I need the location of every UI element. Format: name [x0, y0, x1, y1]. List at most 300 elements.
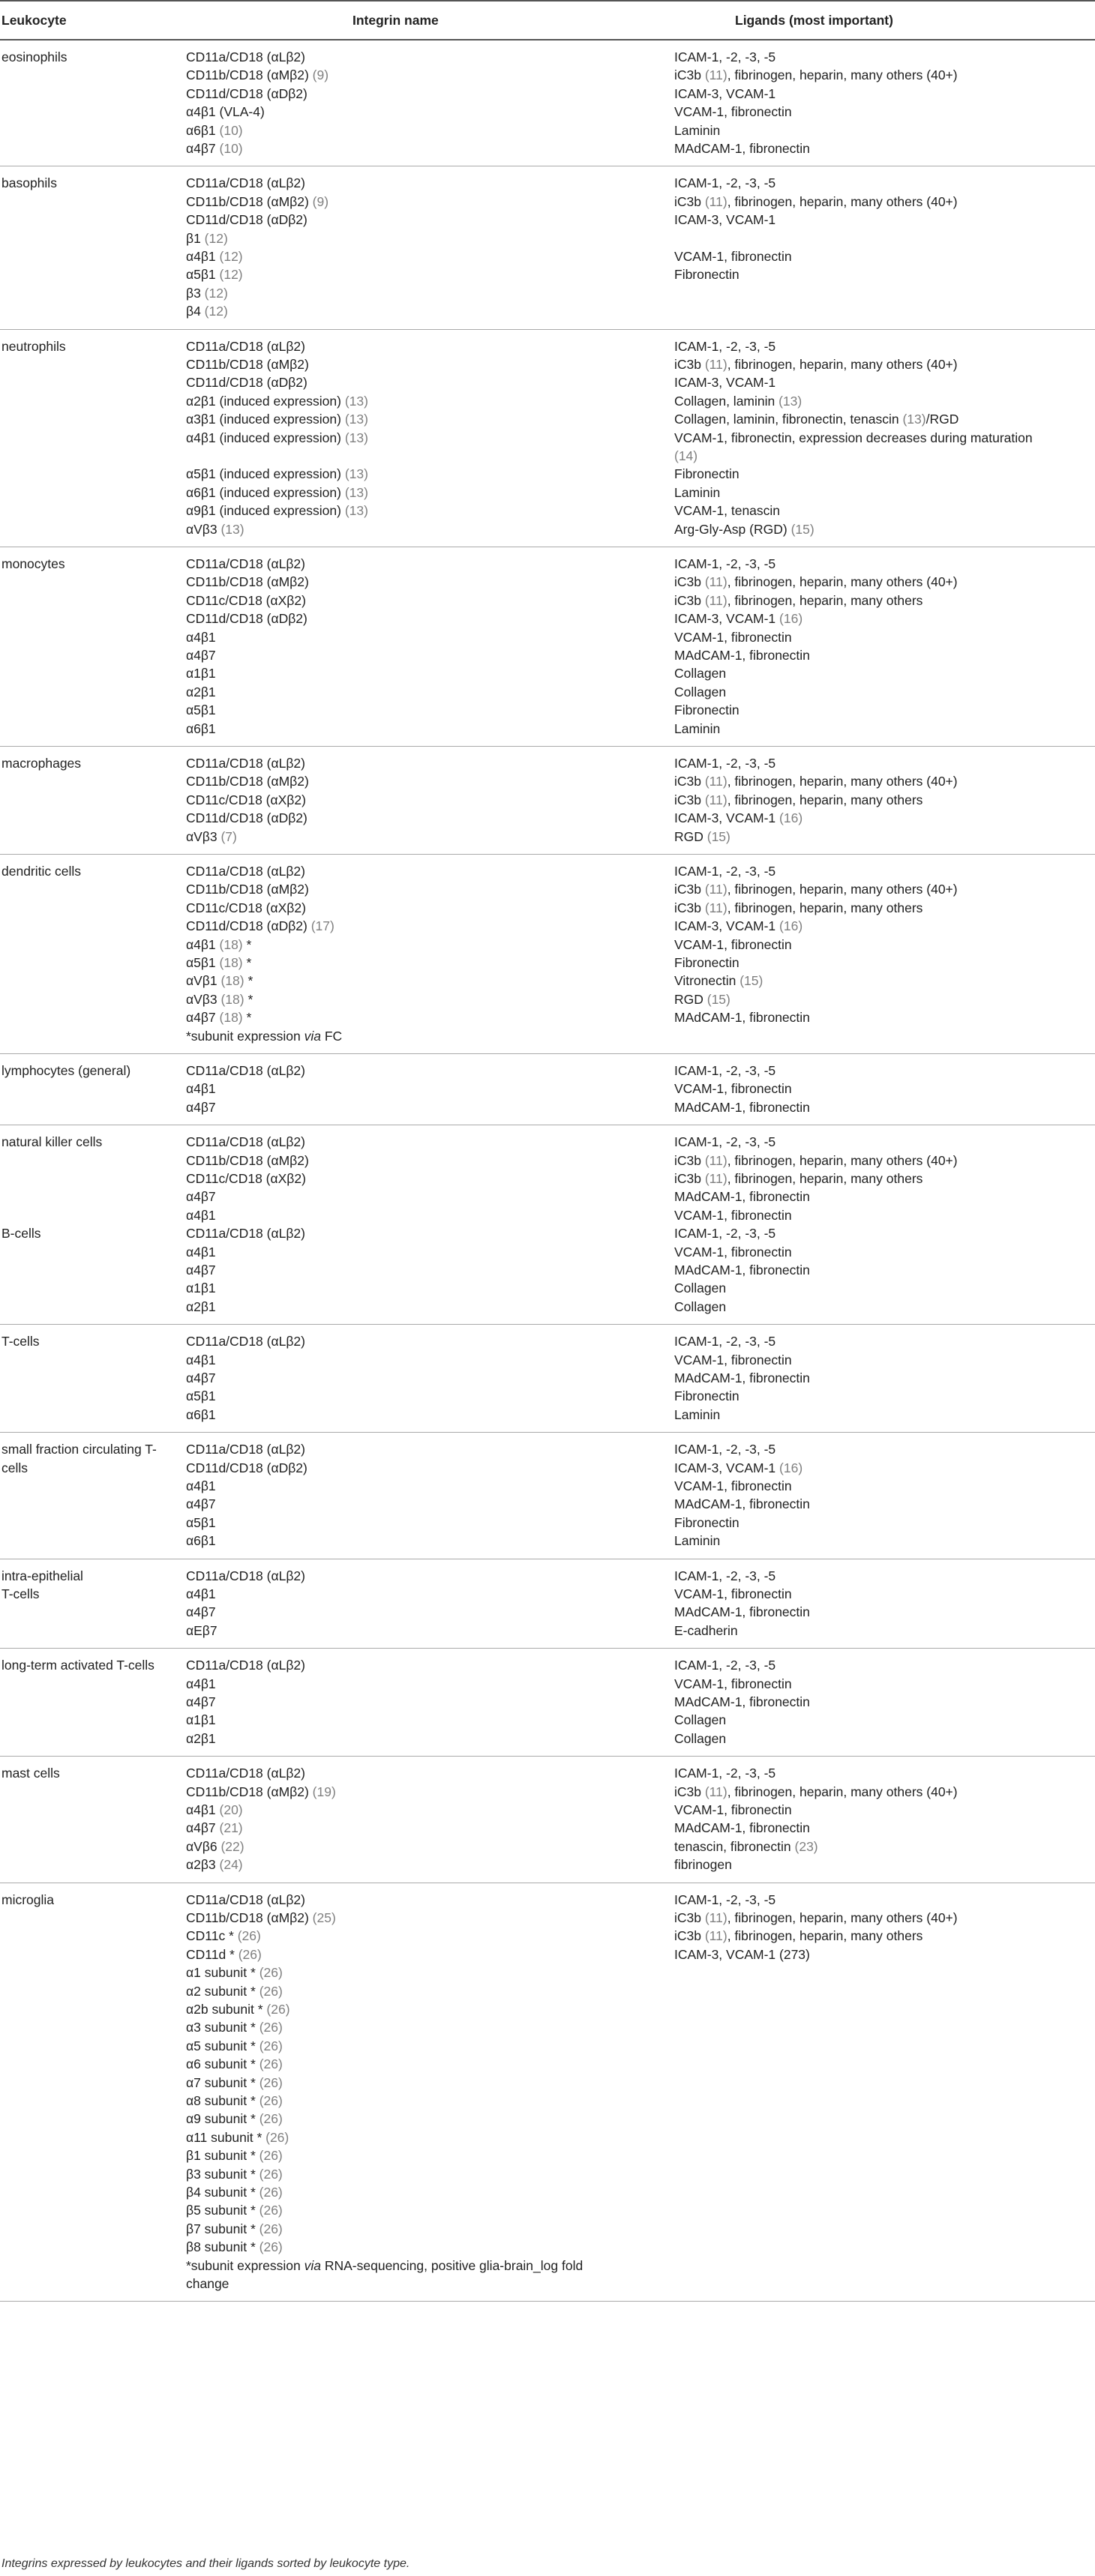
ligand-cell: Laminin — [674, 720, 721, 736]
integrin-cell: CD11b/CD18 (αMβ2) (9) — [186, 193, 329, 209]
leukocyte-cell: dendritic cells — [2, 864, 82, 879]
ligand-cell: Collagen, laminin, fibronectin, tenascin (13)/RGD — [674, 412, 959, 427]
integrin-cell: α9β1 (induced expression) (13) — [186, 503, 368, 519]
ligand-cell: VCAM-1, fibronectin — [674, 1586, 792, 1601]
leukocyte-cell: cells — [2, 1460, 28, 1475]
ligand-cell: MAdCAM-1, fibronectin — [674, 1189, 810, 1205]
citation-ref: (16) — [779, 1460, 803, 1475]
integrin-cell: α3 subunit * (26) — [186, 2020, 283, 2035]
integrin-cell: α4β7 — [186, 1604, 216, 1620]
citation-ref: (26) — [259, 2074, 283, 2090]
citation-ref: (11) — [704, 774, 728, 789]
citation-ref: (11) — [704, 592, 728, 608]
citation-ref: (11) — [704, 574, 728, 590]
integrin-cell: CD11a/CD18 (αLβ2) — [186, 556, 305, 571]
ligand-cell: ICAM-3, VCAM-1 — [674, 212, 776, 228]
integrin-cell: α4β1 (VLA-4) — [186, 104, 265, 120]
integrin-cell: CD11a/CD18 (αLβ2) — [186, 49, 305, 64]
ligand-cell: iC3b (11), fibrinogen, heparin, many others — [674, 900, 923, 915]
ligand-cell: iC3b (11), fibrinogen, heparin, many others — [674, 792, 923, 807]
ligand-cell: VCAM-1, fibronectin — [674, 629, 792, 645]
ligand-cell: iC3b (11), fibrinogen, heparin, many others — [674, 1170, 923, 1186]
integrin-cell: α6β1 (induced expression) (13) — [186, 484, 368, 500]
ligand-cell: Collagen, laminin (13) — [674, 393, 802, 409]
leukocyte-cell: microglia — [2, 1892, 55, 1907]
table-row — [0, 40, 1095, 166]
citation-ref: (13) — [344, 393, 368, 409]
integrin-cell: α2β3 (24) — [186, 1857, 243, 1873]
ligand-cell: ICAM-1, -2, -3, -5 — [674, 1063, 776, 1078]
citation-ref: (18) — [220, 991, 244, 1007]
citation-ref: (26) — [259, 2092, 283, 2108]
ligand-cell: Collagen — [674, 1281, 727, 1296]
integrin-cell: α4β1 — [186, 1244, 216, 1260]
integrin-cell: CD11d/CD18 (αDβ2) — [186, 1460, 308, 1475]
table-row — [0, 747, 1095, 855]
integrin-cell: α6β1 — [186, 720, 216, 736]
ligand-cell: iC3b (11), fibrinogen, heparin, many others (40+) — [674, 1152, 958, 1168]
integrin-cell: CD11a/CD18 (αLβ2) — [186, 338, 305, 354]
integrin-cell: CD11d/CD18 (αDβ2) — [186, 611, 308, 627]
citation-ref: (11) — [704, 67, 728, 83]
citation-ref: (18) — [219, 1010, 243, 1026]
integrin-cell: α4β7 — [186, 1370, 216, 1385]
citation-ref: (13) — [220, 521, 244, 537]
citation-ref: (17) — [310, 918, 334, 934]
ligand-cell: Fibronectin — [674, 1388, 740, 1404]
integrin-cell: α11 subunit * (26) — [186, 2129, 290, 2145]
citation-ref: (16) — [779, 810, 803, 826]
citation-ref: (11) — [704, 1784, 728, 1799]
citation-ref: (20) — [219, 1802, 243, 1817]
integrin-cell: CD11c/CD18 (αXβ2) — [186, 592, 306, 608]
integrin-cell: α1β1 — [186, 1281, 216, 1296]
integrin-cell: CD11d * (26) — [186, 1946, 262, 1962]
ligand-cell: MAdCAM-1, fibronectin — [674, 1099, 810, 1115]
ligand-cell: RGD (15) — [674, 828, 730, 844]
integrin-cell: CD11a/CD18 (αLβ2) — [186, 1658, 305, 1673]
citation-ref: (18) — [219, 955, 243, 970]
ligand-cell: VCAM-1, fibronectin — [674, 248, 792, 264]
citation-ref: (18) — [219, 936, 243, 952]
citation-ref: (26) — [259, 2111, 283, 2127]
ligand-cell: ICAM-1, -2, -3, -5 — [674, 864, 776, 879]
citation-ref: (12) — [219, 267, 243, 283]
integrin-cell: α4β7 — [186, 1262, 216, 1278]
table-row — [0, 1559, 1095, 1649]
leukocyte-cell: B-cells — [2, 1226, 41, 1242]
ligand-cell: ICAM-1, -2, -3, -5 — [674, 1658, 776, 1673]
integrin-cell: CD11d/CD18 (αDβ2) — [186, 85, 308, 101]
ligand-cell: VCAM-1, fibronectin — [674, 936, 792, 952]
ligand-cell: VCAM-1, fibronectin — [674, 104, 792, 120]
citation-ref: (13) — [344, 503, 368, 519]
integrin-cell: CD11a/CD18 (αLβ2) — [186, 1892, 305, 1907]
leukocyte-cell: neutrophils — [2, 338, 66, 354]
integrin-cell: β3 subunit * (26) — [186, 2166, 283, 2182]
ligand-cell: VCAM-1, fibronectin — [674, 1207, 792, 1223]
ligand-cell: ICAM-1, -2, -3, -5 — [674, 1226, 776, 1242]
citation-ref: (15) — [740, 973, 764, 989]
table-caption: Integrins expressed by leukocytes and their ligands sorted by leukocyte type. — [2, 2557, 410, 2570]
citation-ref: (26) — [259, 2148, 283, 2164]
integrin-cell: CD11a/CD18 (αLβ2) — [186, 1334, 305, 1349]
ligand-cell: VCAM-1, tenascin — [674, 503, 781, 519]
table-row — [0, 855, 1095, 1054]
table-row — [0, 330, 1095, 547]
ligand-cell: VCAM-1, fibronectin — [674, 1081, 792, 1097]
integrin-cell: α4β1 (12) — [186, 248, 243, 264]
integrin-cell: α2β1 — [186, 1730, 216, 1746]
table-row — [0, 1325, 1095, 1433]
ligand-cell: VCAM-1, fibronectin — [674, 1676, 792, 1691]
ligand-cell: ICAM-1, -2, -3, -5 — [674, 49, 776, 64]
ligand-cell: Fibronectin — [674, 1514, 740, 1530]
ligand-cell: iC3b (11), fibrinogen, heparin, many others (40+) — [674, 193, 958, 209]
ligand-cell: ICAM-3, VCAM-1 (16) — [674, 611, 803, 627]
ligand-cell — [674, 448, 698, 463]
ligand-cell: ICAM-1, -2, -3, -5 — [674, 1892, 776, 1907]
citation-ref: (13) — [778, 393, 802, 409]
leukocyte-cell: mast cells — [2, 1766, 60, 1781]
integrin-cell: α4β1 (induced expression) (13) — [186, 430, 368, 445]
table-row — [0, 1883, 1095, 2302]
ligand-cell: MAdCAM-1, fibronectin — [674, 1370, 810, 1385]
ligand-cell: VCAM-1, fibronectin, expression decreases during maturation — [674, 430, 1033, 445]
integrin-cell: α5β1 — [186, 1514, 216, 1530]
ligand-cell: RGD (15) — [674, 991, 730, 1007]
ligand-cell: ICAM-3, VCAM-1 (16) — [674, 810, 803, 826]
ligand-cell: MAdCAM-1, fibronectin — [674, 1262, 810, 1278]
integrin-cell: *subunit expression via FC — [186, 1028, 343, 1044]
ligand-cell: ICAM-3, VCAM-1 (16) — [674, 918, 803, 934]
citation-ref: (13) — [344, 466, 368, 482]
ligand-cell: Arg-Gly-Asp (RGD) (15) — [674, 521, 814, 537]
ligand-cell: MAdCAM-1, fibronectin — [674, 1604, 810, 1620]
leukocyte-cell: long-term activated T-cells — [2, 1658, 154, 1673]
integrin-cell: α4β1 — [186, 1081, 216, 1097]
table-row — [0, 1054, 1095, 1125]
citation-ref: (12) — [204, 285, 228, 301]
integrin-cell: α4β7 — [186, 1099, 216, 1115]
citation-ref: (15) — [706, 828, 730, 844]
table-header — [0, 0, 1095, 40]
citation-ref: (11) — [704, 356, 728, 372]
integrin-cell: β1 (12) — [186, 230, 228, 246]
integrin-cell: β1 subunit * (26) — [186, 2148, 283, 2164]
citation-ref: (7) — [220, 828, 237, 844]
ligand-cell: Collagen — [674, 666, 727, 681]
ligand-cell: MAdCAM-1, fibronectin — [674, 141, 810, 156]
citation-ref: (26) — [259, 2239, 283, 2255]
integrin-cell: α4β1 (20) — [186, 1802, 243, 1817]
ligand-cell: ICAM-1, -2, -3, -5 — [674, 1134, 776, 1150]
citation-ref: (9) — [312, 193, 329, 209]
ligand-cell: Fibronectin — [674, 466, 740, 482]
citation-ref: (13) — [902, 412, 926, 427]
integrin-cell: α1β1 — [186, 666, 216, 681]
citation-ref: (26) — [259, 1965, 283, 1981]
integrin-cell: α5β1 (12) — [186, 267, 243, 283]
citation-ref: (11) — [704, 1152, 728, 1168]
ligand-cell: ICAM-1, -2, -3, -5 — [674, 1442, 776, 1457]
integrin-cell: α2β1 (induced expression) (13) — [186, 393, 368, 409]
citation-ref: (26) — [259, 2184, 283, 2200]
integrin-cell: CD11d/CD18 (αDβ2) — [186, 375, 308, 391]
integrin-cell: α6β1 (10) — [186, 122, 243, 138]
citation-ref: (13) — [344, 412, 368, 427]
citation-ref: (14) — [674, 448, 698, 463]
integrin-cell: αVβ3 (7) — [186, 828, 237, 844]
citation-ref: (12) — [204, 304, 228, 319]
ligand-cell: ICAM-1, -2, -3, -5 — [674, 1334, 776, 1349]
integrin-cell: α3β1 (induced expression) (13) — [186, 412, 368, 427]
ligand-cell: MAdCAM-1, fibronectin — [674, 1010, 810, 1026]
leukocyte-cell: eosinophils — [2, 49, 68, 64]
ligand-cell: Collagen — [674, 1730, 727, 1746]
integrin-cell: β4 (12) — [186, 304, 228, 319]
citation-ref: (11) — [704, 193, 728, 209]
leukocyte-cell: natural killer cells — [2, 1134, 103, 1150]
integrin-cell: CD11a/CD18 (αLβ2) — [186, 864, 305, 879]
integrin-cell: α2 subunit * (26) — [186, 1983, 283, 1999]
ligand-cell: ICAM-1, -2, -3, -5 — [674, 338, 776, 354]
integrin-cell: CD11c/CD18 (αXβ2) — [186, 792, 306, 807]
ligand-cell: Laminin — [674, 1406, 721, 1422]
integrin-cell: CD11a/CD18 (αLβ2) — [186, 1442, 305, 1457]
integrin-cell: α4β7 — [186, 1496, 216, 1512]
citation-ref: (23) — [794, 1838, 818, 1854]
ligand-cell: Collagen — [674, 1298, 727, 1314]
integrin-cell: *subunit expression via RNA-sequencing, positive glia-brain_log fold — [186, 2257, 584, 2273]
leukocyte-cell: T-cells — [2, 1334, 40, 1349]
citation-ref: (10) — [219, 122, 243, 138]
ligand-cell: ICAM-3, VCAM-1 (273) — [674, 1946, 810, 1962]
integrin-cell: CD11a/CD18 (αLβ2) — [186, 1134, 305, 1150]
ligand-cell: iC3b (11), fibrinogen, heparin, many others (40+) — [674, 1784, 958, 1799]
integrin-cell: β3 (12) — [186, 285, 228, 301]
ligand-cell: Fibronectin — [674, 955, 740, 970]
ligand-cell: Collagen — [674, 684, 727, 699]
integrin-cell: α4β7 — [186, 648, 216, 663]
integrin-cell: α5β1 (18) * — [186, 955, 252, 970]
integrin-cell: β8 subunit * (26) — [186, 2239, 283, 2255]
citation-ref: (26) — [238, 1946, 262, 1962]
integrin-cell: CD11b/CD18 (αMβ2) — [186, 574, 309, 590]
ligand-cell: VCAM-1, fibronectin — [674, 1244, 792, 1260]
citation-ref: (26) — [259, 2221, 283, 2236]
header-leukocyte: Leukocyte — [2, 13, 67, 28]
ligand-cell: Laminin — [674, 122, 721, 138]
citation-ref: (15) — [706, 991, 730, 1007]
integrin-cell: CD11c * (26) — [186, 1928, 261, 1944]
ligand-cell: Vitronectin (15) — [674, 973, 764, 989]
integrin-cell: CD11d/CD18 (αDβ2) — [186, 810, 308, 826]
ligand-cell: VCAM-1, fibronectin — [674, 1802, 792, 1817]
ligand-cell: MAdCAM-1, fibronectin — [674, 648, 810, 663]
citation-ref: (26) — [259, 2166, 283, 2182]
ligand-cell: MAdCAM-1, fibronectin — [674, 1820, 810, 1836]
integrin-cell: α1β1 — [186, 1712, 216, 1728]
leukocyte-cell: T-cells — [2, 1586, 40, 1601]
citation-ref: (11) — [704, 900, 728, 915]
integrin-cell: CD11d/CD18 (αDβ2) (17) — [186, 918, 334, 934]
citation-ref: (26) — [259, 2203, 283, 2218]
citation-ref: (13) — [344, 484, 368, 500]
leukocyte-cell: small fraction circulating T- — [2, 1442, 157, 1457]
ligand-cell: Collagen — [674, 1712, 727, 1728]
integrin-cell: α2b subunit * (26) — [186, 2001, 290, 2017]
ligand-cell: fibrinogen — [674, 1857, 732, 1873]
citation-ref: (25) — [312, 1910, 336, 1925]
integrin-cell: CD11a/CD18 (αLβ2) — [186, 1766, 305, 1781]
table-row — [0, 1649, 1095, 1757]
integrin-cell: α5β1 (induced expression) (13) — [186, 466, 368, 482]
integrin-cell: CD11a/CD18 (αLβ2) — [186, 756, 305, 771]
citation-ref: (16) — [779, 611, 803, 627]
integrin-cell: β4 subunit * (26) — [186, 2184, 283, 2200]
integrin-cell: α6β1 — [186, 1533, 216, 1549]
citation-ref: (26) — [259, 2020, 283, 2035]
citation-ref: (21) — [219, 1820, 243, 1836]
ligand-cell: VCAM-1, fibronectin — [674, 1478, 792, 1493]
ligand-cell: MAdCAM-1, fibronectin — [674, 1694, 810, 1709]
citation-ref: (15) — [790, 521, 814, 537]
integrin-cell: CD11b/CD18 (αMβ2) — [186, 1152, 309, 1168]
integrin-cell: α8 subunit * (26) — [186, 2092, 283, 2108]
integrin-cell: α9 subunit * (26) — [186, 2111, 283, 2127]
citation-ref: (13) — [344, 430, 368, 445]
integrin-cell: α4β1 (18) * — [186, 936, 252, 952]
leukocyte-cell: lymphocytes (general) — [2, 1063, 131, 1078]
integrin-cell: αEβ7 — [186, 1622, 218, 1638]
integrin-cell: α4β7 (18) * — [186, 1010, 252, 1026]
citation-ref: (26) — [259, 1983, 283, 1999]
citation-ref: (26) — [259, 2056, 283, 2072]
citation-ref: (26) — [259, 2038, 283, 2053]
citation-ref: (12) — [219, 248, 243, 264]
citation-ref: (26) — [266, 2001, 290, 2017]
leukocyte-cell: intra-epithelial — [2, 1568, 83, 1583]
citation-ref: (26) — [266, 2129, 290, 2145]
citation-ref: (11) — [704, 792, 728, 807]
citation-ref: (11) — [704, 882, 728, 897]
ligand-cell: ICAM-1, -2, -3, -5 — [674, 175, 776, 191]
table-row — [0, 547, 1095, 747]
integrin-cell: CD11b/CD18 (αMβ2) — [186, 882, 309, 897]
ligand-cell: ICAM-1, -2, -3, -5 — [674, 556, 776, 571]
integrin-cell: α7 subunit * (26) — [186, 2074, 283, 2090]
integrin-cell: CD11b/CD18 (αMβ2) — [186, 774, 309, 789]
citation-ref: (16) — [779, 918, 803, 934]
integrin-cell: change — [186, 2275, 230, 2291]
ligand-cell: ICAM-1, -2, -3, -5 — [674, 1568, 776, 1583]
integrin-cell: α4β7 (21) — [186, 1820, 243, 1836]
citation-ref: (26) — [237, 1928, 261, 1944]
ligand-cell: ICAM-1, -2, -3, -5 — [674, 1766, 776, 1781]
integrin-cell: α6β1 — [186, 1406, 216, 1422]
citation-ref: (10) — [219, 141, 243, 156]
integrin-cell: CD11a/CD18 (αLβ2) — [186, 1226, 305, 1242]
integrin-cell: CD11b/CD18 (αMβ2) — [186, 356, 309, 372]
integrin-cell: α4β1 — [186, 1352, 216, 1367]
integrin-cell: CD11c/CD18 (αXβ2) — [186, 1170, 306, 1186]
integrin-cell: β7 subunit * (26) — [186, 2221, 283, 2236]
table-row — [0, 1125, 1095, 1325]
integrin-cell: α5β1 — [186, 702, 216, 718]
integrin-cell: CD11c/CD18 (αXβ2) — [186, 900, 306, 915]
integrin-cell: α4β7 — [186, 1694, 216, 1709]
integrin-cell: α4β7 (10) — [186, 141, 243, 156]
ligand-cell: VCAM-1, fibronectin — [674, 1352, 792, 1367]
integrin-cell: α2β1 — [186, 1298, 216, 1314]
leukocyte-cell: basophils — [2, 175, 57, 191]
ligand-cell: MAdCAM-1, fibronectin — [674, 1496, 810, 1512]
ligand-cell: iC3b (11), fibrinogen, heparin, many others — [674, 592, 923, 608]
ligand-cell: ICAM-3, VCAM-1 — [674, 375, 776, 391]
integrin-cell: CD11b/CD18 (αMβ2) (9) — [186, 67, 329, 83]
ligand-cell: ICAM-3, VCAM-1 (16) — [674, 1460, 803, 1475]
ligand-cell: ICAM-1, -2, -3, -5 — [674, 756, 776, 771]
table-row — [0, 1757, 1095, 1883]
ligand-cell: Laminin — [674, 1533, 721, 1549]
ligand-cell: Fibronectin — [674, 267, 740, 283]
integrin-cell: α4β1 — [186, 629, 216, 645]
ligand-cell: iC3b (11), fibrinogen, heparin, many others (40+) — [674, 774, 958, 789]
integrin-cell: α4β1 — [186, 1478, 216, 1493]
ligand-cell: iC3b (11), fibrinogen, heparin, many others (40+) — [674, 574, 958, 590]
integrin-cell: α5β1 — [186, 1388, 216, 1404]
ligand-cell: iC3b (11), fibrinogen, heparin, many others (40+) — [674, 882, 958, 897]
citation-ref: (18) — [220, 973, 244, 989]
ligand-cell: E-cadherin — [674, 1622, 738, 1638]
integrin-cell: α2β1 — [186, 684, 216, 699]
integrin-cell: α4β1 — [186, 1586, 216, 1601]
integrin-cell: α5 subunit * (26) — [186, 2038, 283, 2053]
header-ligands: Ligands (most important) — [735, 13, 893, 28]
integrin-cell: CD11a/CD18 (αLβ2) — [186, 1568, 305, 1583]
integrin-cell: αVβ1 (18) * — [186, 973, 254, 989]
integrin-cell: CD11a/CD18 (αLβ2) — [186, 1063, 305, 1078]
ligand-cell: Fibronectin — [674, 702, 740, 718]
citation-ref: (22) — [220, 1838, 244, 1854]
citation-ref: (11) — [704, 1170, 728, 1186]
integrin-cell: CD11a/CD18 (αLβ2) — [186, 175, 305, 191]
ligand-cell: ICAM-3, VCAM-1 — [674, 85, 776, 101]
ligand-cell: iC3b (11), fibrinogen, heparin, many others (40+) — [674, 67, 958, 83]
integrin-cell: CD11b/CD18 (αMβ2) (25) — [186, 1910, 336, 1925]
header-integrin-name: Integrin name — [352, 13, 439, 28]
ligand-cell: tenascin, fibronectin (23) — [674, 1838, 818, 1854]
integrin-cell: α4β1 — [186, 1207, 216, 1223]
citation-ref: (12) — [204, 230, 228, 246]
integrin-cell: CD11d/CD18 (αDβ2) — [186, 212, 308, 228]
integrin-cell: α4β1 — [186, 1676, 216, 1691]
citation-ref: (24) — [219, 1857, 243, 1873]
table-row — [0, 166, 1095, 329]
ligand-cell: Laminin — [674, 484, 721, 500]
integrin-cell: β5 subunit * (26) — [186, 2203, 283, 2218]
ligand-cell: iC3b (11), fibrinogen, heparin, many others (40+) — [674, 1910, 958, 1925]
ligand-cell: iC3b (11), fibrinogen, heparin, many others (40+) — [674, 356, 958, 372]
integrin-cell: CD11b/CD18 (αMβ2) (19) — [186, 1784, 336, 1799]
integrin-cell: α4β7 — [186, 1189, 216, 1205]
leukocyte-cell: macrophages — [2, 756, 82, 771]
integrin-cell: αVβ3 (18) * — [186, 991, 254, 1007]
citation-ref: (19) — [312, 1784, 336, 1799]
integrin-cell: α1 subunit * (26) — [186, 1965, 283, 1981]
integrin-cell: αVβ6 (22) — [186, 1838, 244, 1854]
